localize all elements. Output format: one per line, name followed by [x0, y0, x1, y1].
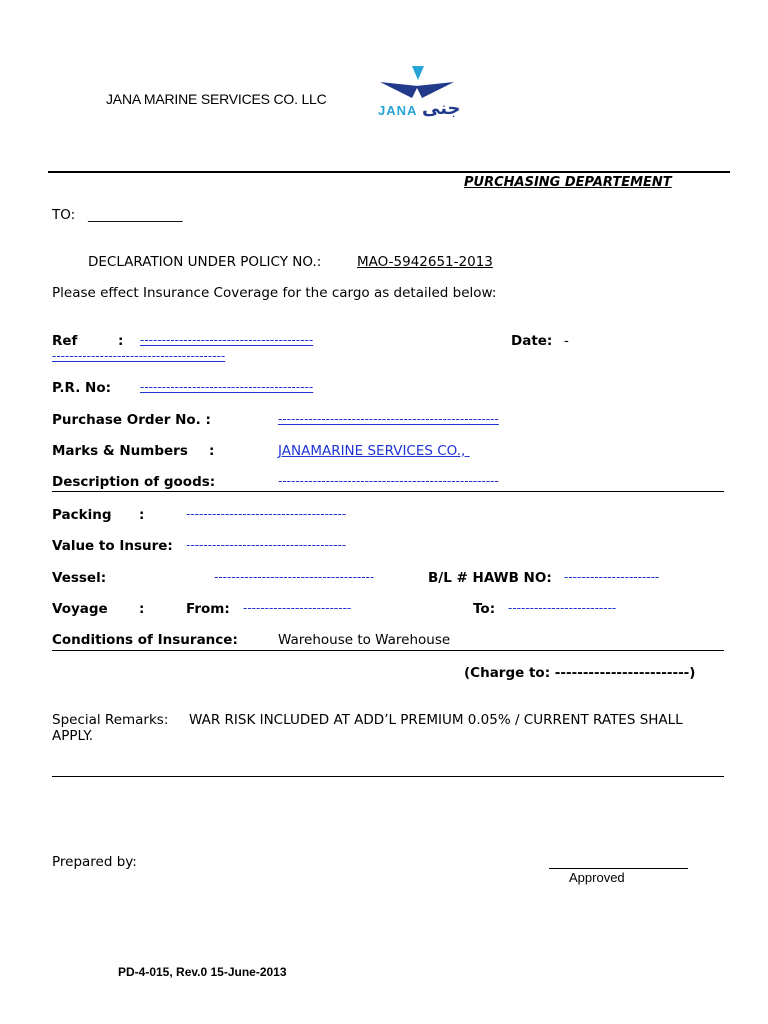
remarks-line2: APPLY. [52, 728, 94, 744]
approved-label: Approved [569, 870, 625, 885]
description-rule [52, 491, 724, 492]
description-label: Description of goods: [52, 474, 216, 490]
date-value: - [564, 333, 569, 349]
remarks-line1: WAR RISK INCLUDED AT ADD’L PREMIUM 0.05% / CURRENT RATES SHALL [189, 712, 683, 728]
remarks-rule [52, 776, 724, 777]
po-no-value[interactable]: --------------------------------------------------- [278, 412, 499, 426]
to-dest-value[interactable]: ------------------------- [508, 601, 617, 615]
voyage-colon: : [139, 601, 145, 617]
marks-colon: : [209, 443, 215, 459]
conditions-rule [52, 650, 724, 651]
form-reference: PD-4-015, Rev.0 15-June-2013 [118, 965, 287, 979]
from-label: From: [186, 601, 230, 617]
declaration-label: DECLARATION UNDER POLICY NO.: [88, 254, 322, 270]
bl-value[interactable]: ---------------------- [564, 570, 660, 584]
remarks-label: Special Remarks: [52, 712, 169, 728]
company-logo [378, 64, 468, 126]
department-title: PURCHASING DEPARTEMENT [464, 175, 672, 190]
packing-label: Packing [52, 507, 112, 523]
conditions-label: Conditions of Insurance: [52, 632, 238, 648]
logo-text-latin: JANA [378, 103, 418, 118]
to-label: TO: [52, 207, 76, 223]
marks-value[interactable]: JANAMARINE SERVICES CO., [278, 443, 470, 459]
charge-to: (Charge to: ------------------------) [464, 665, 696, 681]
header-rule [48, 171, 730, 173]
value-insure-label: Value to Insure: [52, 538, 173, 554]
pr-no-label: P.R. No: [52, 380, 111, 396]
marks-label: Marks & Numbers [52, 443, 188, 459]
description-value[interactable]: --------------------------------------------------- [278, 474, 499, 488]
bl-label: B/L # HAWB NO: [428, 570, 552, 586]
policy-number: MAO-5942651-2013 [357, 254, 493, 270]
voyage-label: Voyage [52, 601, 108, 617]
date-label: Date: [511, 333, 553, 349]
prepared-by: Prepared by: [52, 854, 137, 870]
pr-no-value[interactable]: ---------------------------------------- [140, 380, 314, 394]
to-value: ______________ [88, 207, 183, 223]
po-no-label: Purchase Order No. : [52, 412, 211, 428]
logo-text-arabic: جنى [422, 98, 461, 119]
vessel-value[interactable]: ------------------------------------- [214, 570, 375, 584]
to-dest-label: To: [473, 601, 496, 617]
from-value[interactable]: ------------------------- [243, 601, 352, 615]
ref-colon: : [118, 333, 124, 349]
ref-value-cont[interactable]: ---------------------------------------- [52, 349, 226, 363]
ref-label: Ref [52, 333, 78, 349]
vessel-label: Vessel: [52, 570, 107, 586]
conditions-value: Warehouse to Warehouse [278, 632, 451, 648]
intro-text: Please effect Insurance Coverage for the cargo as detailed below: [52, 285, 497, 301]
packing-value[interactable]: ------------------------------------- [186, 507, 347, 521]
packing-colon: : [139, 507, 145, 523]
company-name: JANA MARINE SERVICES CO. LLC [106, 91, 327, 107]
approval-line [549, 868, 688, 869]
value-insure-value[interactable]: ------------------------------------- [186, 538, 347, 552]
ref-value[interactable]: ---------------------------------------- [140, 333, 314, 347]
